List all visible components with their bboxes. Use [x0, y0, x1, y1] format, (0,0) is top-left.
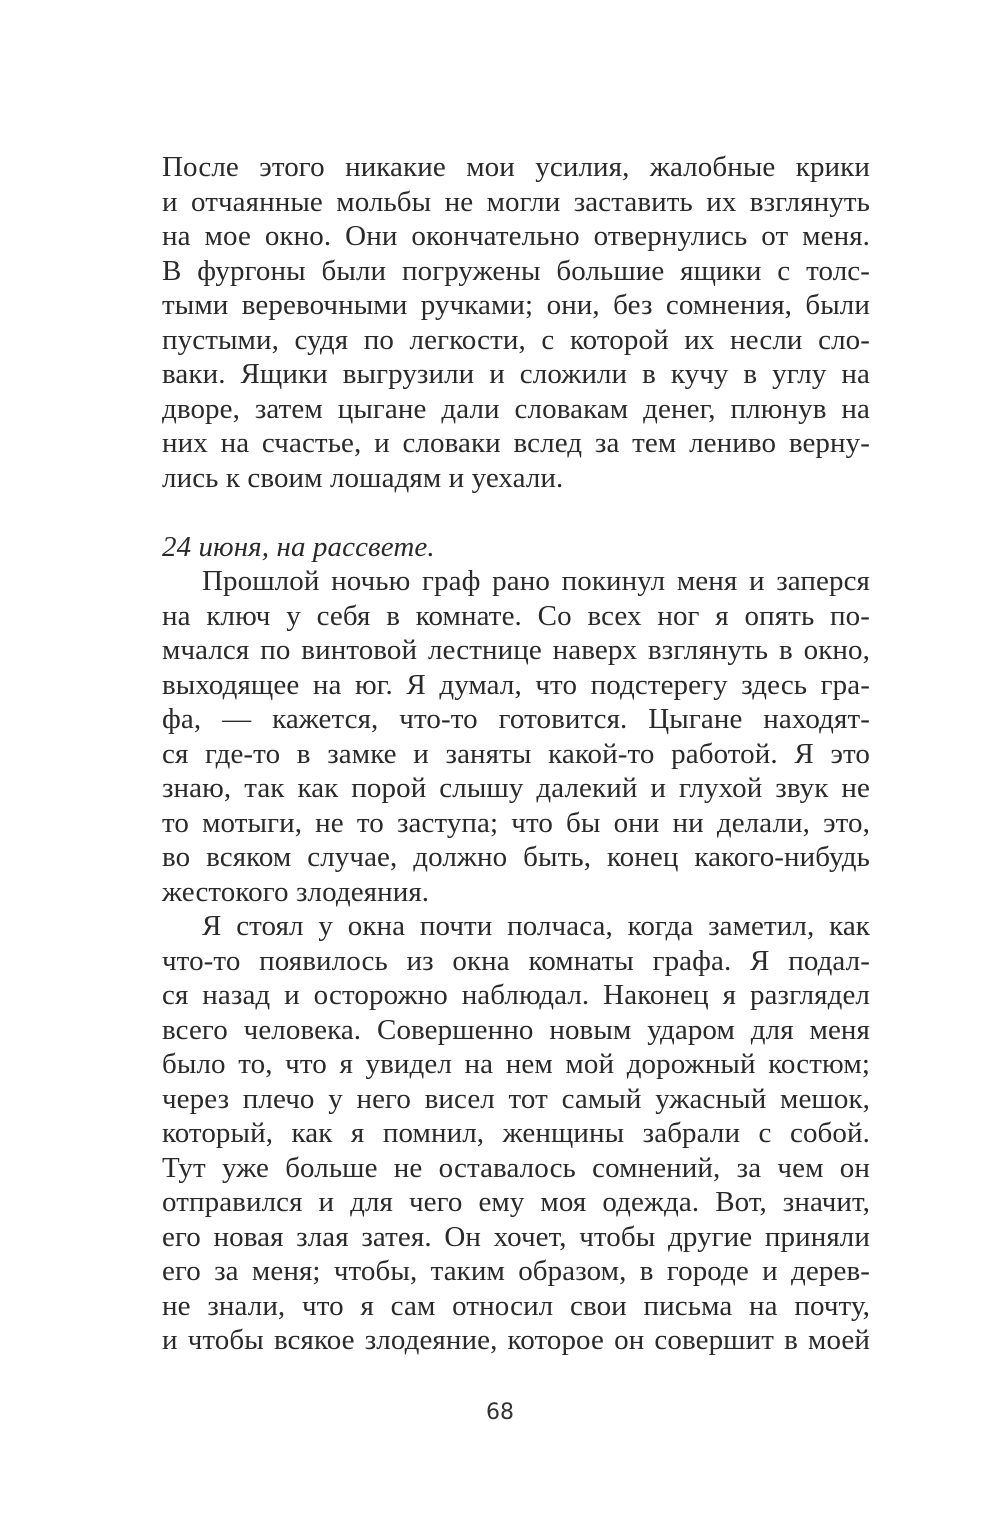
text-line: лись к своим лошадям и уехали.	[162, 461, 564, 494]
text-line: мчался по винтовой лестнице наверх взглянуть в окно,	[162, 634, 870, 666]
text-line: то мотыги, не то заступа; что бы они ни делали, это,	[162, 806, 870, 839]
paragraph-2	[162, 564, 870, 909]
page-number: 68	[486, 1400, 514, 1425]
text-line: его за меня; чтобы, таким образом, в городе и дерев-	[162, 1255, 870, 1287]
text-line: не знали, что я сам относил свои письма на почту,	[162, 1289, 870, 1322]
paragraph-3	[162, 909, 870, 1358]
text-line: знаю, так как порой слышу далекий и глухой звук не	[162, 772, 870, 804]
text-line: жестокого злодеяния.	[162, 875, 430, 908]
text-line: выходящее на юг. Я думал, что подстерегу здесь гра-	[162, 668, 870, 701]
text-line: что-то появилось из окна комнаты графа. Я подал-	[162, 944, 870, 977]
text-line: во всяком случае, должно быть, конец какого-нибудь	[162, 841, 870, 873]
text-line: на мое окно. Они окончательно отвернулись от меня.	[162, 220, 870, 252]
text-line: ся где-то в замке и заняты какой-то работой. Я это	[162, 737, 870, 770]
text-line: всего человека. Совершенно новым ударом для меня	[162, 1013, 870, 1046]
text-line: который, как я помнил, женщины забрали с собой.	[162, 1117, 870, 1149]
diary-date-heading: 24 июня, на рассвете.	[162, 530, 435, 563]
section-gap	[162, 495, 870, 530]
text-line: Прошлой ночью граф рано покинул меня и заперся	[202, 565, 870, 597]
text-line: Тут уже больше не оставалось сомнений, за чем он	[162, 1151, 870, 1184]
text-line: отправился и для чего ему моя одежда. Вот, значит,	[162, 1186, 870, 1218]
text-line: них на счастье, и словаки вслед за тем лениво верну-	[162, 427, 870, 459]
text-line: тыми веревочными ручками; они, без сомнения, были	[162, 289, 870, 321]
paragraph-1	[162, 150, 870, 495]
text-line: дворе, затем цыгане дали словакам денег, плюнув на	[162, 392, 870, 425]
text-line: В фургоны были погружены большие ящики с толс-	[162, 254, 870, 287]
text-line: через плечо у него висел тот самый ужасный мешок,	[162, 1082, 870, 1115]
text-line: и чтобы всякое злодеяние, которое он совершит в моей	[162, 1324, 870, 1356]
text-line: После этого никакие мои усилия, жалобные крики	[162, 151, 870, 183]
text-line: и отчаянные мольбы не могли заставить их взглянуть	[162, 185, 870, 218]
text-line: ся назад и осторожно наблюдал. Наконец я разглядел	[162, 979, 870, 1011]
page-body	[162, 150, 870, 1358]
text-line: фа, — кажется, что-то готовится. Цыгане находят-	[162, 703, 870, 735]
text-line: его новая злая затея. Он хочет, чтобы другие приняли	[162, 1220, 870, 1253]
text-line: Я стоял у окна почти полчаса, когда заметил, как	[202, 910, 870, 942]
text-line: ваки. Ящики выгрузили и сложили в кучу в углу на	[162, 358, 870, 390]
text-line: пустыми, судя по легкости, с которой их несли сло-	[162, 323, 870, 356]
text-line: было то, что я увидел на нем мой дорожный костюм;	[162, 1048, 870, 1080]
text-line: на ключ у себя в комнате. Со всех ног я опять по-	[162, 599, 870, 632]
